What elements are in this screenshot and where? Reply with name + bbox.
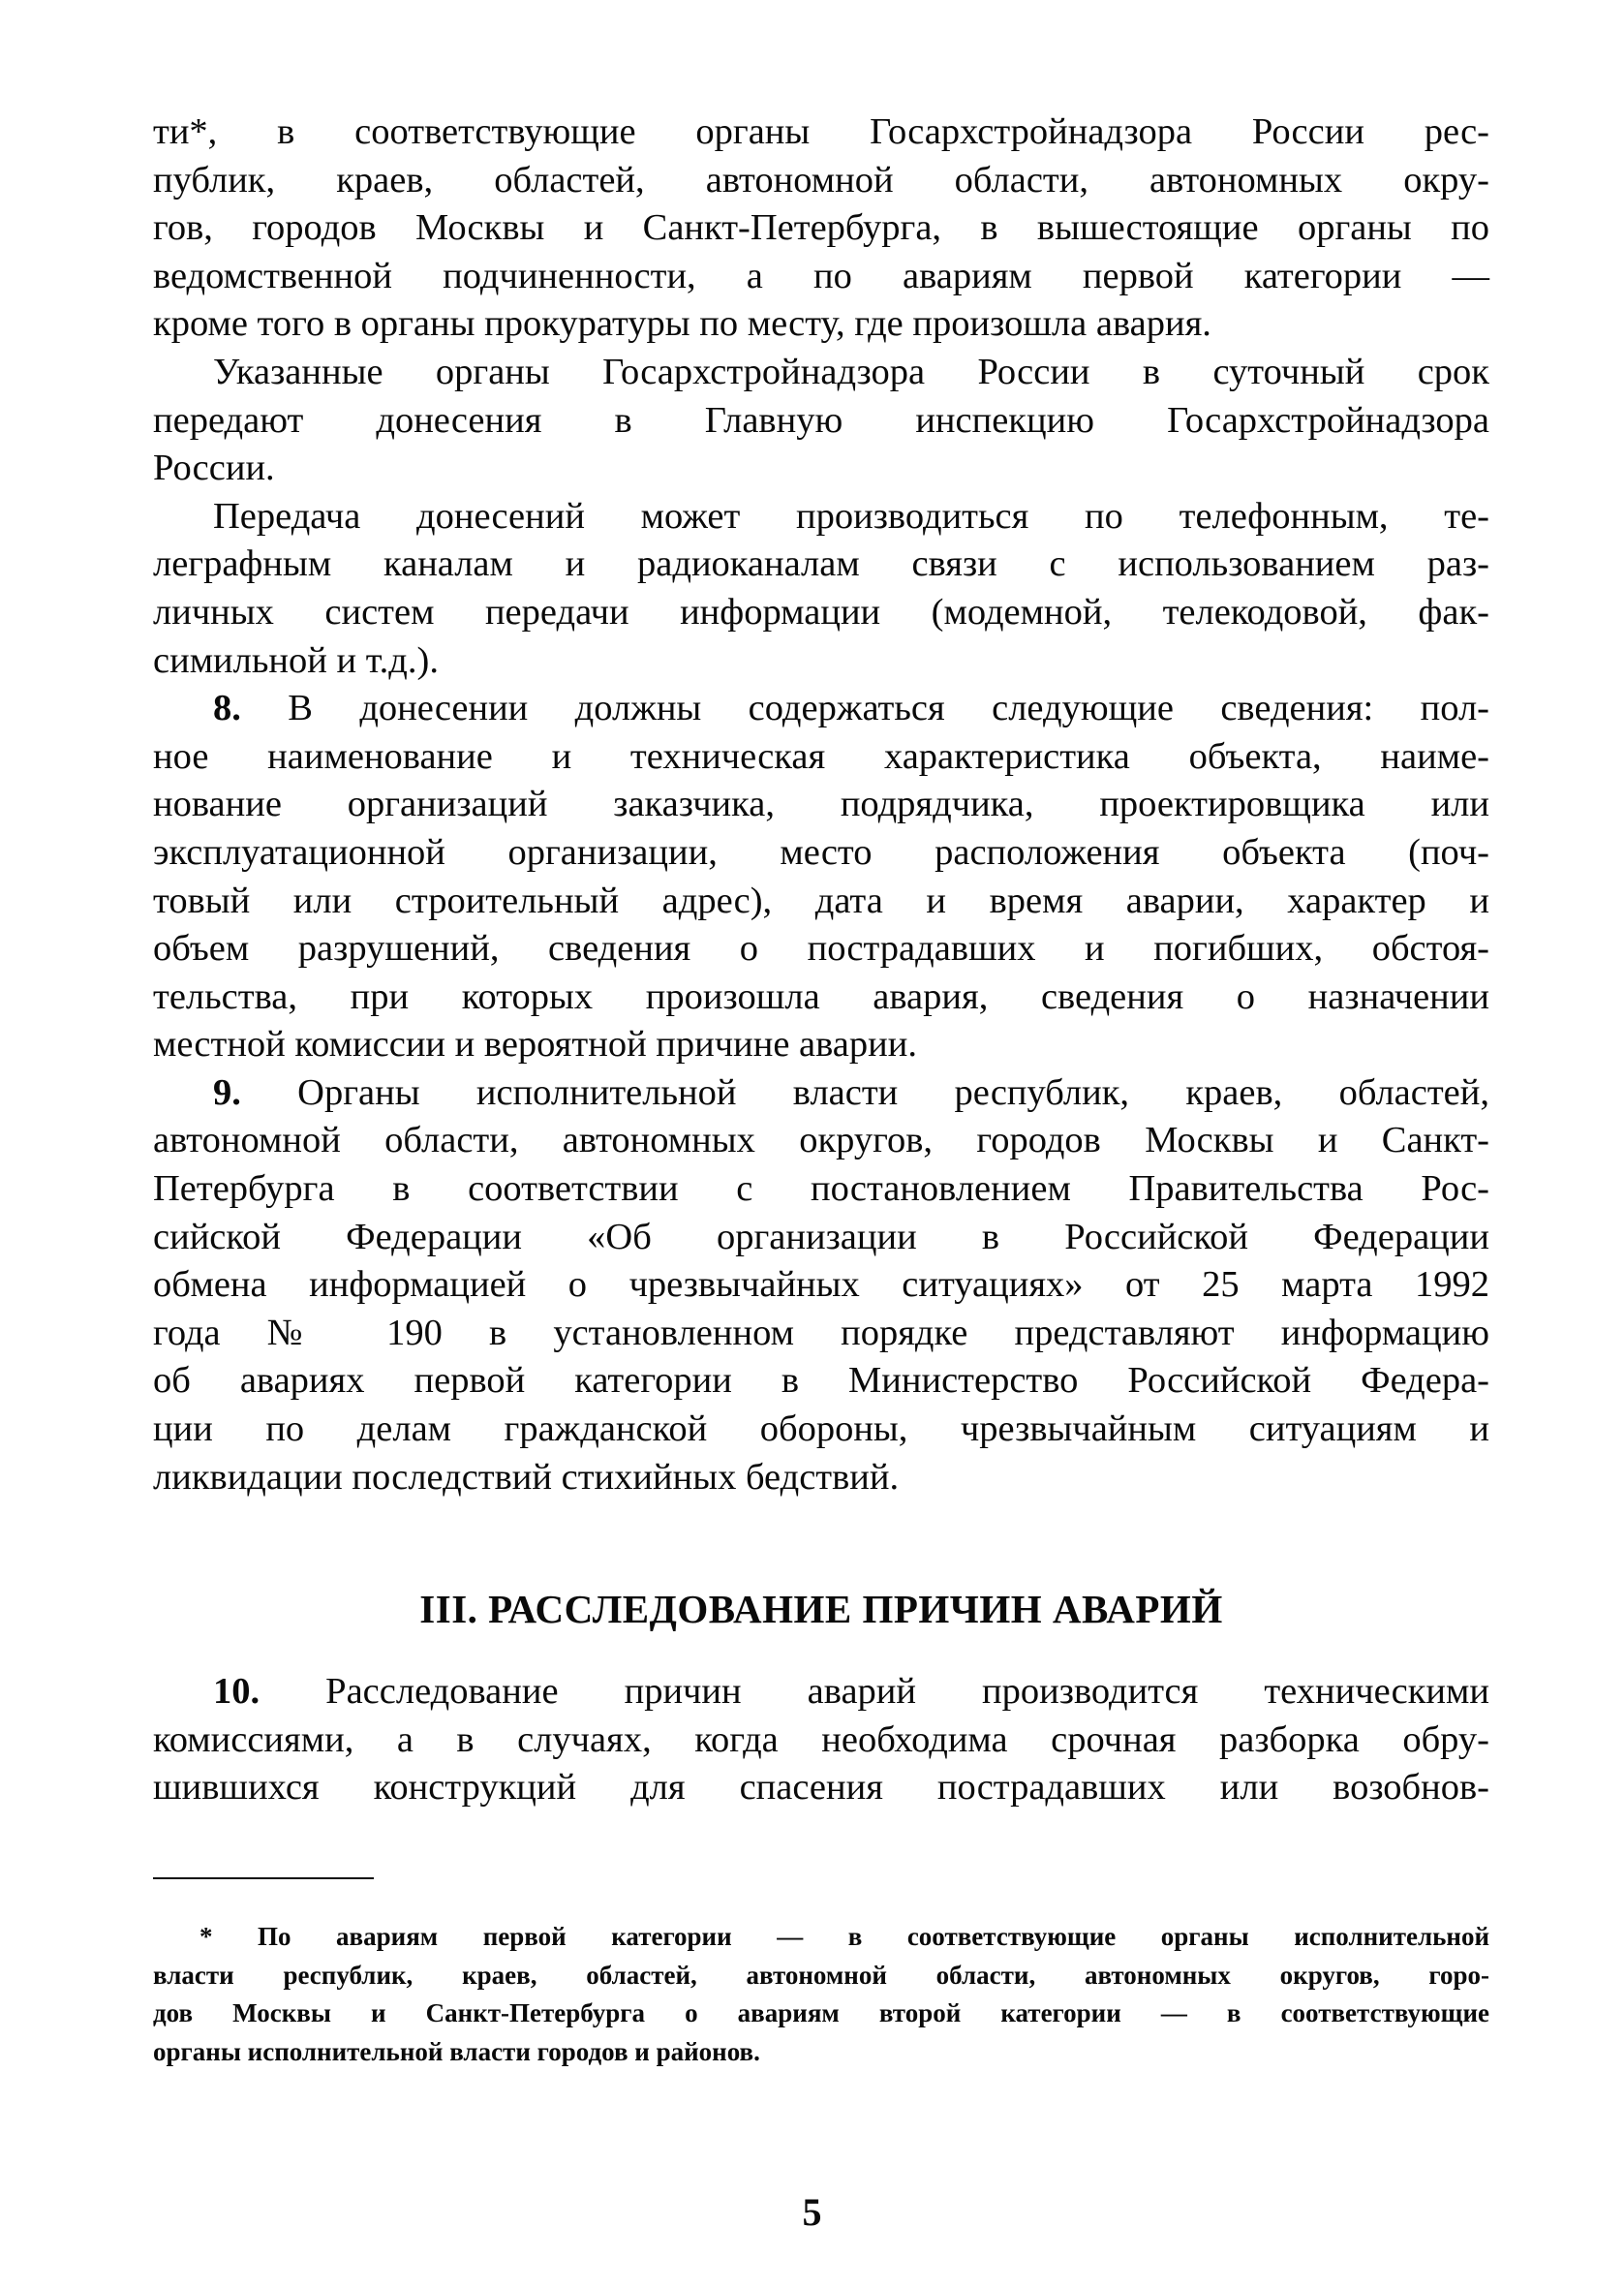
text-line: Передача донесений может производиться по телефонным, те- — [213, 495, 1489, 537]
paragraph-reports — [153, 349, 1489, 493]
text-line: объем разрушений, сведения о пострадавших и погибших, обстоя- — [153, 928, 1489, 970]
text-line — [153, 1668, 1489, 1717]
paragraph-transmission — [153, 493, 1489, 685]
text-line: кроме того в органы прокуратуры по месту, где произошла авария. — [153, 303, 1211, 345]
text-line — [153, 685, 1489, 733]
footnote-line: * По авариям первой категории — в соответствующие органы исполнительной — [199, 1922, 1489, 1951]
text-line: Указанные органы Госархстройнадзора России в суточный срок — [213, 351, 1489, 392]
text-line: симильной и т.д.). — [153, 639, 439, 681]
footnote-line: власти республик, краев, областей, автономной области, автономных округов, горо- — [153, 1960, 1489, 1990]
section-heading: III. РАССЛЕДОВАНИЕ ПРИЧИН АВАРИЙ — [419, 1587, 1223, 1631]
paragraph-item-8 — [153, 685, 1489, 1069]
text-span: Расследование причин аварий производится техническими — [260, 1671, 1489, 1712]
text-line: России. — [153, 448, 275, 489]
item-number: 9. — [213, 1071, 241, 1113]
footnote-line: органы исполнительной власти городов и районов. — [153, 2036, 760, 2066]
paragraph-item-9 — [153, 1069, 1489, 1501]
text-line: ции по делам гражданской обороны, чрезвычайным ситуациям и — [153, 1408, 1489, 1450]
item-number: 10. — [213, 1671, 260, 1712]
item-number: 8. — [213, 688, 241, 729]
text-line: шившихся конструкций для спасения пострадавших или возобнов- — [153, 1767, 1489, 1809]
page-number: 5 — [802, 2190, 822, 2234]
paragraph-continuation — [153, 108, 1489, 349]
text-line — [153, 1069, 1489, 1118]
footnote-line: дов Москвы и Санкт-Петербурга о авариям второй категории — в соответствующие — [153, 1998, 1489, 2027]
text-line: ное наименование и техническая характеристика объекта, наиме- — [153, 735, 1489, 777]
text-line: публик, краев, областей, автономной области, автономных окру- — [153, 159, 1489, 201]
text-line: местной комиссии и вероятной причине аварии. — [153, 1024, 917, 1066]
text-line: об авариях первой категории в Министерство Российской Федера- — [153, 1360, 1489, 1402]
text-span: Органы исполнительной власти республик, краев, областей, — [240, 1071, 1489, 1113]
footnote-divider — [153, 1877, 374, 1879]
footnote — [153, 1918, 1489, 2071]
text-line: леграфным каналам и радиоканалам связи с использованием раз- — [153, 543, 1489, 585]
text-line: года № 190 в установленном порядке представляют информацию — [153, 1312, 1489, 1353]
text-line: ведомственной подчиненности, а по авариям первой категории — — [153, 255, 1489, 296]
text-line: нование организаций заказчика, подрядчика, проектировщика или — [153, 784, 1489, 825]
text-line: обмена информацией о чрезвычайных ситуациях» от 25 марта 1992 — [153, 1264, 1489, 1306]
text-line: автономной области, автономных округов, городов Москвы и Санкт- — [153, 1120, 1489, 1161]
text-line: передают донесения в Главную инспекцию Госархстройнадзора — [153, 399, 1489, 441]
text-line: Петербурга в соответствии с постановлением Правительства Рос- — [153, 1168, 1489, 1210]
text-span: В донесении должны содержаться следующие сведения: пол- — [240, 688, 1489, 729]
text-line: ликвидации последствий стихийных бедствий. — [153, 1456, 900, 1498]
text-line: товый или строительный адрес), дата и время аварии, характер и — [153, 880, 1489, 921]
text-line: тельства, при которых произошла авария, сведения о назначении — [153, 975, 1489, 1017]
paragraph-item-10 — [153, 1668, 1489, 1812]
body-text — [153, 108, 1489, 1501]
text-line: сийской Федерации «Об организации в Российской Федерации — [153, 1216, 1489, 1257]
text-line: ти*, в соответствующие органы Госархстройнадзора России рес- — [153, 111, 1489, 152]
section-body — [153, 1668, 1489, 1812]
text-line: эксплуатационной организации, место расположения объекта (поч- — [153, 831, 1489, 873]
text-line: гов, городов Москвы и Санкт-Петербурга, в вышестоящие органы по — [153, 207, 1489, 249]
text-line: личных систем передачи информации (модемной, телекодовой, фак- — [153, 591, 1489, 633]
text-line: комиссиями, а в случаях, когда необходима срочная разборка обру- — [153, 1718, 1489, 1760]
